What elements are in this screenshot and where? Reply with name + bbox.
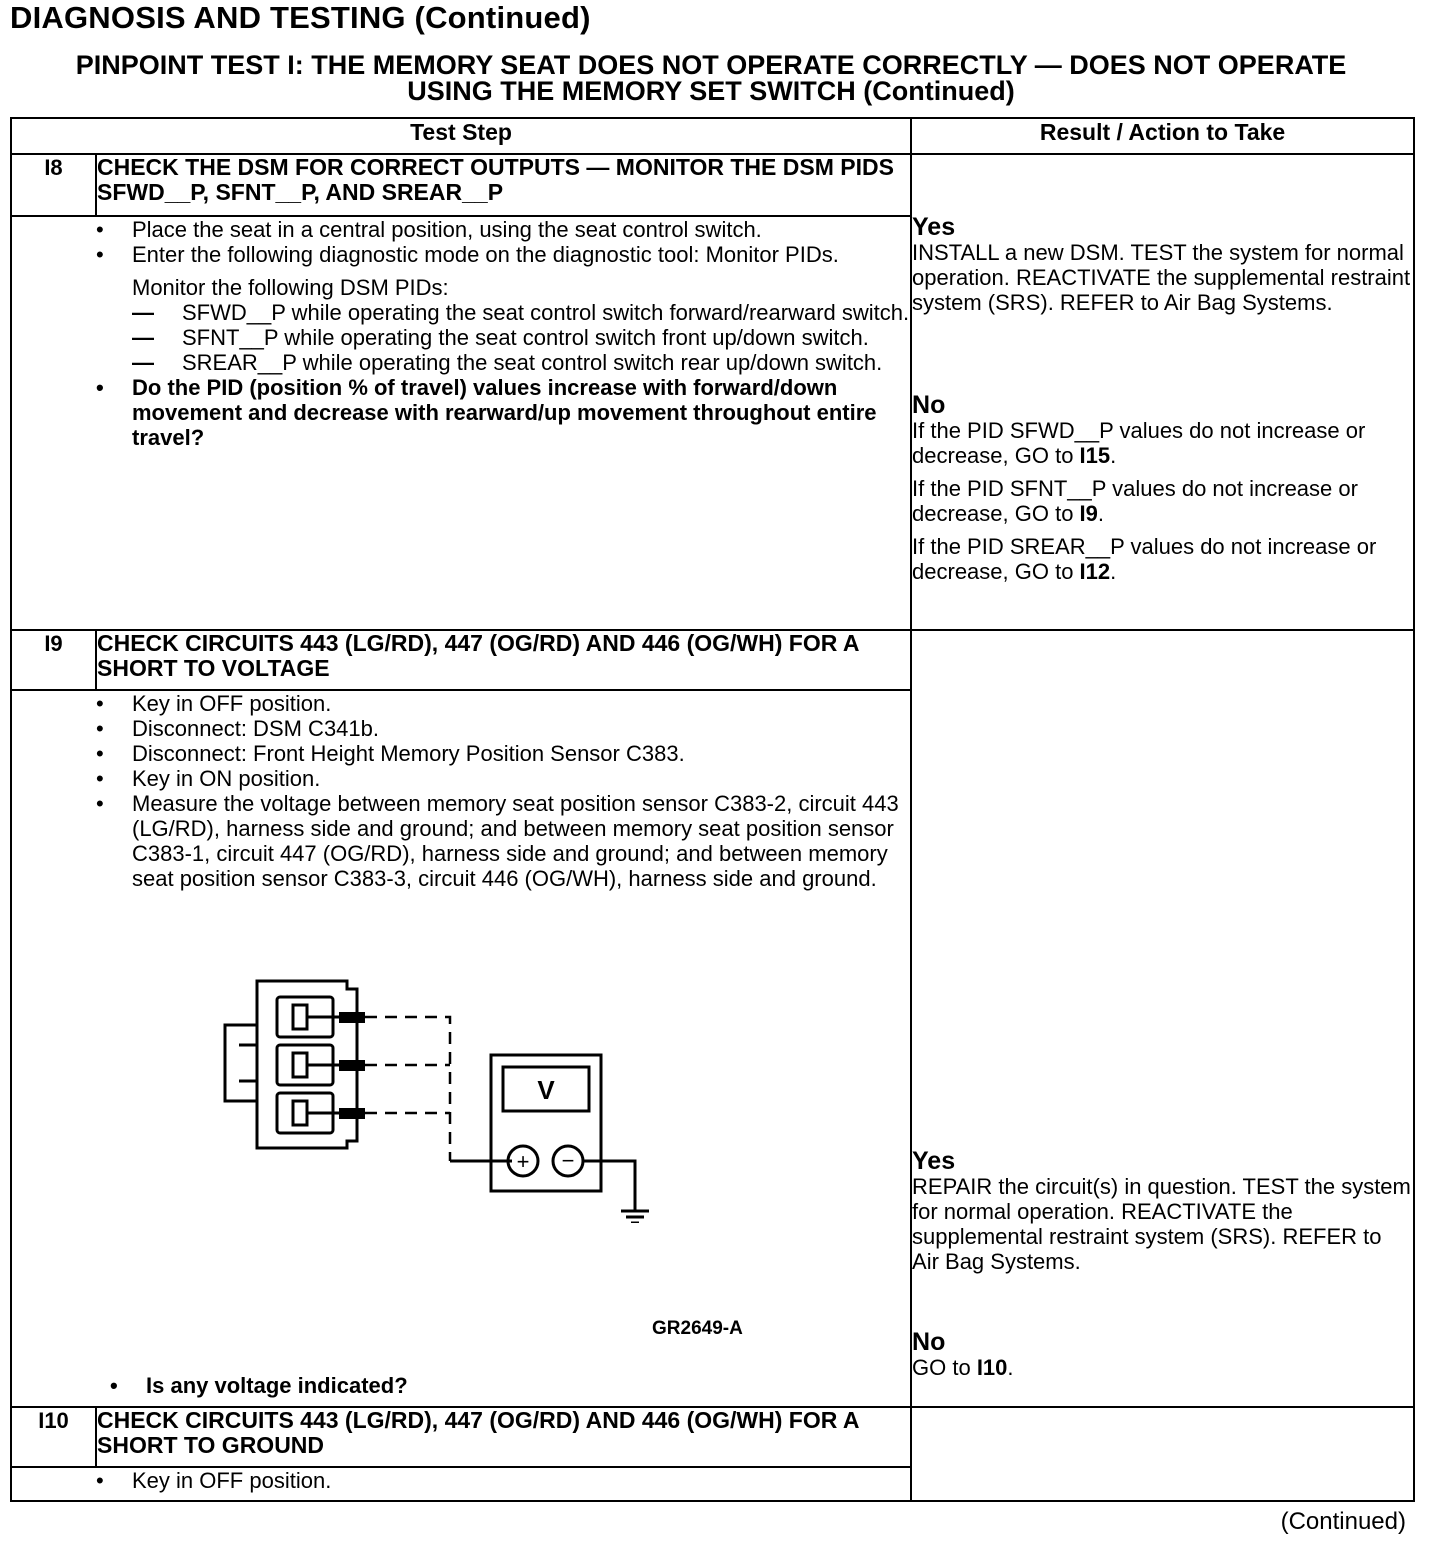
positive-terminal: + xyxy=(516,1149,530,1174)
figure-id: GR2649-A xyxy=(652,1318,743,1339)
step-number-i10: I10 xyxy=(11,1407,96,1467)
goto-link-i9[interactable]: I9 xyxy=(1079,501,1098,526)
list-item: • Disconnect: Front Height Memory Position Sensor C383. xyxy=(96,741,685,766)
yes-label-i8: Yes xyxy=(912,213,956,241)
voltmeter-connector-diagram xyxy=(207,973,667,1223)
step-i9-title-row xyxy=(11,630,1414,690)
step-body-i9 xyxy=(11,690,911,1407)
goto-link-i10[interactable]: I10 xyxy=(976,1355,1008,1380)
question-i8: • Do the PID (position % of travel) values increase with forward/down movement and decrease with rearward/up movement throughout entire travel? xyxy=(96,375,877,450)
no-option-i9: GO to I10. xyxy=(912,1355,1014,1380)
no-label-i9: No xyxy=(912,1328,946,1356)
no-option-1-i8: If the PID SFWD__P values do not increase or decrease, GO to I15. xyxy=(912,418,1366,468)
yes-text-i8: INSTALL a new DSM. TEST the system for normal operation. REACTIVATE the supplemental restraint system (SRS). REFER to Air Bag Systems. xyxy=(912,240,1411,315)
step-number-i9: I9 xyxy=(11,630,96,690)
list-item: — SREAR__P while operating the seat control switch rear up/down switch. xyxy=(132,350,883,375)
step-title-i10: CHECK CIRCUITS 443 (LG/RD), 447 (OG/RD) AND 446 (OG/WH) FOR A SHORT TO GROUND xyxy=(96,1407,911,1467)
no-label-i8: No xyxy=(912,391,946,419)
step-title-i8: CHECK THE DSM FOR CORRECT OUTPUTS — MONITOR THE DSM PIDS SFWD__P, SFNT__P, AND SREAR__P xyxy=(96,154,911,216)
dash-glyph: — xyxy=(132,325,154,350)
step-number-i8: I8 xyxy=(11,154,96,216)
result-i8 xyxy=(911,154,1414,630)
no-option-3-i8: If the PID SREAR__P values do not increase or decrease, GO to I12. xyxy=(912,534,1377,584)
dashed-wires xyxy=(365,1017,450,1161)
continued-footer: (Continued) xyxy=(1280,1508,1406,1535)
bullet-glyph: • xyxy=(96,791,104,816)
no-option-2-i8: If the PID SFNT__P values do not increase or decrease, GO to I9. xyxy=(912,476,1358,526)
bullet-glyph: • xyxy=(96,766,104,791)
voltmeter-display-v: V xyxy=(537,1075,555,1105)
bullet-glyph: • xyxy=(110,1373,118,1398)
header-test-step: Test Step xyxy=(11,118,911,154)
bullet-glyph: • xyxy=(96,691,104,716)
list-item: • Enter the following diagnostic mode on the diagnostic tool: Monitor PIDs. xyxy=(96,242,839,267)
list-item: • Key in OFF position. xyxy=(96,691,332,716)
no-text-i9: GO to xyxy=(912,1355,977,1380)
list-item: • Key in OFF position. xyxy=(96,1468,332,1493)
step-body-i8 xyxy=(11,216,911,630)
result-i9 xyxy=(911,630,1414,1407)
dash-glyph: — xyxy=(132,350,154,375)
bullet-glyph: • xyxy=(96,1468,104,1493)
yes-label-i9: Yes xyxy=(912,1147,956,1175)
goto-link-i15[interactable]: I15 xyxy=(1079,443,1111,468)
table-header-row xyxy=(11,118,1414,154)
question-i9: • Is any voltage indicated? xyxy=(110,1373,408,1398)
bullet-glyph: • xyxy=(96,217,104,242)
test-title-line-2: USING THE MEMORY SET SWITCH (Continued) xyxy=(407,76,1015,106)
pinpoint-test-table xyxy=(10,117,1415,1502)
bullet-glyph: • xyxy=(96,242,104,267)
step-i10-title-row xyxy=(11,1407,1414,1467)
result-i10 xyxy=(911,1407,1414,1501)
pinpoint-test-title xyxy=(0,52,1422,104)
step-body-i10 xyxy=(11,1467,911,1501)
yes-text-i9: REPAIR the circuit(s) in question. TEST the system for normal operation. REACTIVATE the supplemental restraint system (SRS). REFER to Air Bag Systems. xyxy=(912,1174,1411,1274)
bullet-glyph: • xyxy=(96,716,104,741)
list-item: — SFWD__P while operating the seat control switch forward/rearward switch. xyxy=(132,300,910,325)
negative-terminal: − xyxy=(561,1148,575,1173)
page-title: DIAGNOSIS AND TESTING (Continued) xyxy=(10,0,591,35)
dash-glyph: — xyxy=(132,300,154,325)
list-item: • Measure the voltage between memory seat position sensor C383-2, circuit 443 (LG/RD), harness side and ground; and between memory seat position sensor C383-1, circuit 447 (OG/RD), harness side and ground; and between memory seat position sensor C383-3, circuit 446 (OG/WH), harness side and ground. xyxy=(96,791,899,891)
list-item: — SFNT__P while operating the seat control switch front up/down switch. xyxy=(132,325,869,350)
list-item: • Key in ON position. xyxy=(96,766,321,791)
monitor-block xyxy=(12,275,910,300)
list-item: • Disconnect: DSM C341b. xyxy=(96,716,379,741)
no-text-1: If the PID SFWD__P values do not increase or decrease, GO to xyxy=(912,418,1366,468)
monitor-intro: Monitor the following DSM PIDs: xyxy=(132,275,449,300)
bullet-glyph: • xyxy=(96,375,104,400)
no-text-3: If the PID SREAR__P values do not increase or decrease, GO to xyxy=(912,534,1377,584)
list-item: • Place the seat in a central position, using the seat control switch. xyxy=(96,217,762,242)
bullet-glyph: • xyxy=(96,741,104,766)
no-text-2: If the PID SFNT__P values do not increase or decrease, GO to xyxy=(912,476,1358,526)
test-title-line-1: PINPOINT TEST I: THE MEMORY SEAT DOES NOT OPERATE CORRECTLY — DOES NOT OPERATE xyxy=(75,50,1347,80)
goto-link-i12[interactable]: I12 xyxy=(1079,559,1111,584)
header-result-action: Result / Action to Take xyxy=(911,118,1414,154)
step-i8-title-row xyxy=(11,154,1414,216)
step-title-i9: CHECK CIRCUITS 443 (LG/RD), 447 (OG/RD) AND 446 (OG/WH) FOR A SHORT TO VOLTAGE xyxy=(96,630,911,690)
